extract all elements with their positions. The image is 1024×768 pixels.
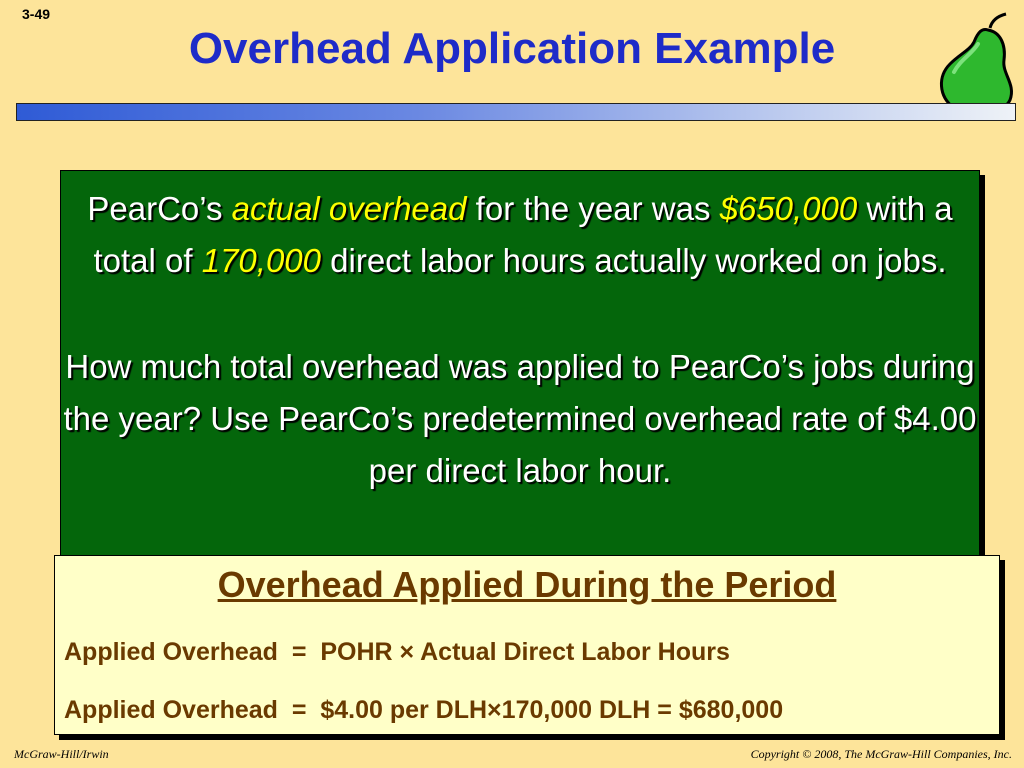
question-box <box>60 170 980 556</box>
answer-box <box>54 555 1000 735</box>
answer-subtitle: Overhead Applied During the Period <box>217 564 837 605</box>
actual-overhead-highlight: actual overhead <box>231 190 467 227</box>
footer-copyright: Copyright © 2008, The McGraw-Hill Companies, Inc. <box>750 747 1012 761</box>
slide-number: 3-49 <box>22 6 51 22</box>
p1-text-d: direct labor hours actually worked on jobs. <box>321 242 947 279</box>
slide-title: Overhead Application Example <box>188 24 836 73</box>
footer-publisher: McGraw-Hill/Irwin <box>14 747 109 761</box>
formula-general: Applied Overhead = POHR × Actual Direct Labor Hours <box>64 638 730 666</box>
question-paragraph-1 <box>61 183 979 287</box>
formula-computed: Applied Overhead = $4.00 per DLH×170,000 DLH = $680,000 <box>64 696 784 724</box>
labor-hours-highlight: 170,000 <box>201 242 322 279</box>
p1-text-c: with a total of <box>93 190 953 279</box>
question-paragraph-2: How much total overhead was applied to PearCo’s jobs during the year? Use PearCo’s predetermined overhead rate of $4.00 per direct labor hour. <box>63 348 977 489</box>
overhead-amount-highlight: $650,000 <box>719 190 858 227</box>
p1-text-b: for the year was <box>466 190 720 227</box>
p1-text-a: PearCo’s <box>87 190 232 227</box>
title-underline-bar <box>16 103 1016 121</box>
